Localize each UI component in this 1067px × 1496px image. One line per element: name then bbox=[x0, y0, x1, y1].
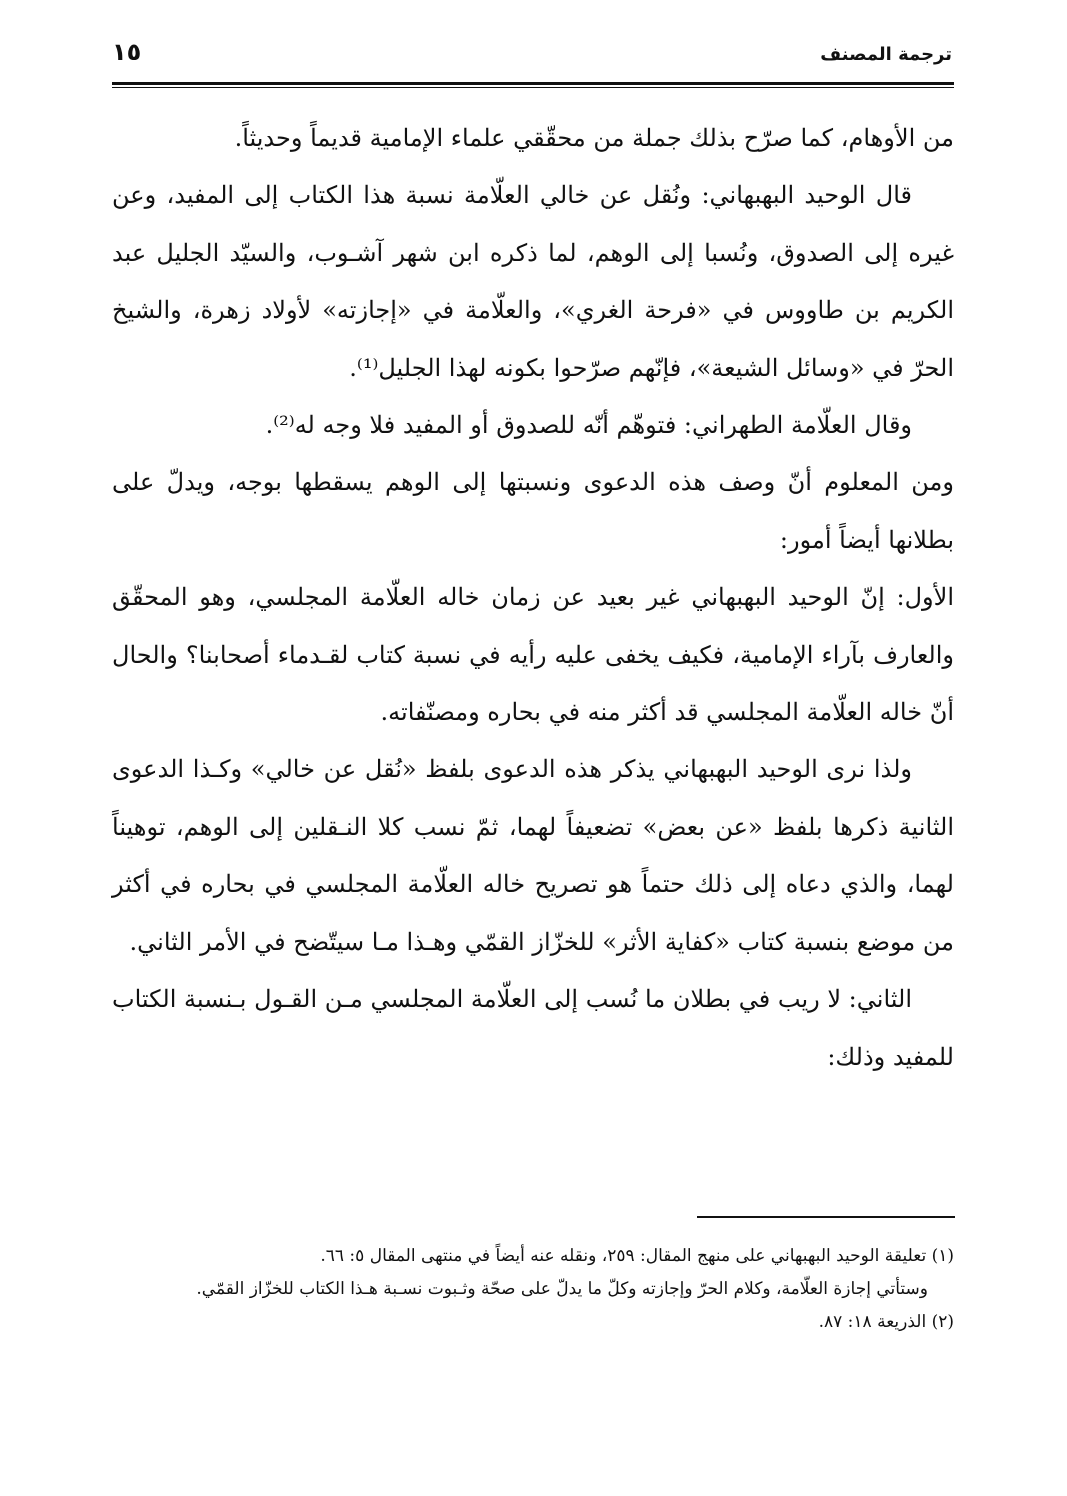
paragraph: قال الوحيد البهبهاني: ونُقل عن خالي العلّامة نسبة هذا الكتاب إلى المفيد، وعن غيره إلى الصدوق، ونُسبا إلى الوهم، لما ذكره ابن شهر آشـوب، والسيّد الجليل عبد الكريم بن طاووس في «فرحة الغري»، والعلّامة في «إجازته» لأولاد زهرة، والشيخ الحرّ في «وسائل الشيعة»، فإنّهم صرّحوا بكونه لهذا الجليل⁽¹⁾. bbox=[112, 181, 954, 382]
footnote-1-continuation: وستأتي إجازة العلّامة، وكلام الحرّ وإجازته وكلّ ما يدلّ على صحّة وثـبوت نسـبة هـذا الكتاب للخزّاز القمّي. bbox=[196, 1279, 928, 1299]
footnotes bbox=[112, 1240, 954, 1339]
running-header bbox=[112, 36, 952, 76]
paragraph: وقال العلّامة الطهراني: فتوهّم أنّه للصدوق أو المفيد فلا وجه له⁽²⁾. bbox=[265, 411, 912, 440]
running-title: ترجمة المصنف bbox=[820, 44, 952, 65]
footnote-1: (١) تعليقة الوحيد البهبهاني على منهج المقال: ٢٥٩، ونقله عنه أيضاً في منتهى المقال ٥: ٦٦. bbox=[320, 1246, 954, 1266]
paragraph: ومن المعلوم أنّ وصف هذه الدعوى ونسبتها إلى الوهم يسقطها بوجه، ويدلّ على بطلانها أيضاً أمور: bbox=[112, 468, 954, 554]
paragraph: ولذا نرى الوحيد البهبهاني يذكر هذه الدعوى بلفظ «نُقل عن خالي» وكـذا الدعوى الثانية ذكرها بلفظ «عن بعض» تضعيفاً لهما، ثمّ نسب كلا النـقلين إلى الوهم، توهيناً لهما، والذي دعاه إلى ذلك حتماً هو تصريح خاله العلّامة المجلسي في بحاره في أكثر من موضع بنسبة كتاب «كفاية الأثر» للخزّاز القمّي وهـذا مـا سيتّضح في الأمر الثاني. bbox=[112, 755, 954, 956]
footnote-separator bbox=[697, 1216, 955, 1218]
page-number: ١٥ bbox=[112, 38, 142, 66]
body-text bbox=[112, 110, 954, 1086]
paragraph: الأول: إنّ الوحيد البهبهاني غير بعيد عن زمان خاله العلّامة المجلسي، وهو المحقّق والعارف بآراء الإمامية، فكيف يخفى عليه رأيه في نسبة كتاب لقـدماء أصحابنا؟ والحال أنّ خاله العلّامة المجلسي قد أكثر منه في بحاره ومصنّفاته. bbox=[112, 583, 954, 727]
header-rule-thick bbox=[112, 82, 954, 85]
paragraph: الثاني: لا ريب في بطلان ما نُسب إلى العلّامة المجلسي مـن القـول بـنسبة الكتاب للمفيد وذلك: bbox=[112, 985, 954, 1071]
footnote-2: (٢) الذريعة ١٨: ٨٧. bbox=[818, 1312, 954, 1332]
header-rule-thin bbox=[112, 87, 954, 88]
paragraph: من الأوهام، كما صرّح بذلك جملة من محقّقي علماء الإمامية قديماً وحديثاً. bbox=[234, 124, 954, 152]
